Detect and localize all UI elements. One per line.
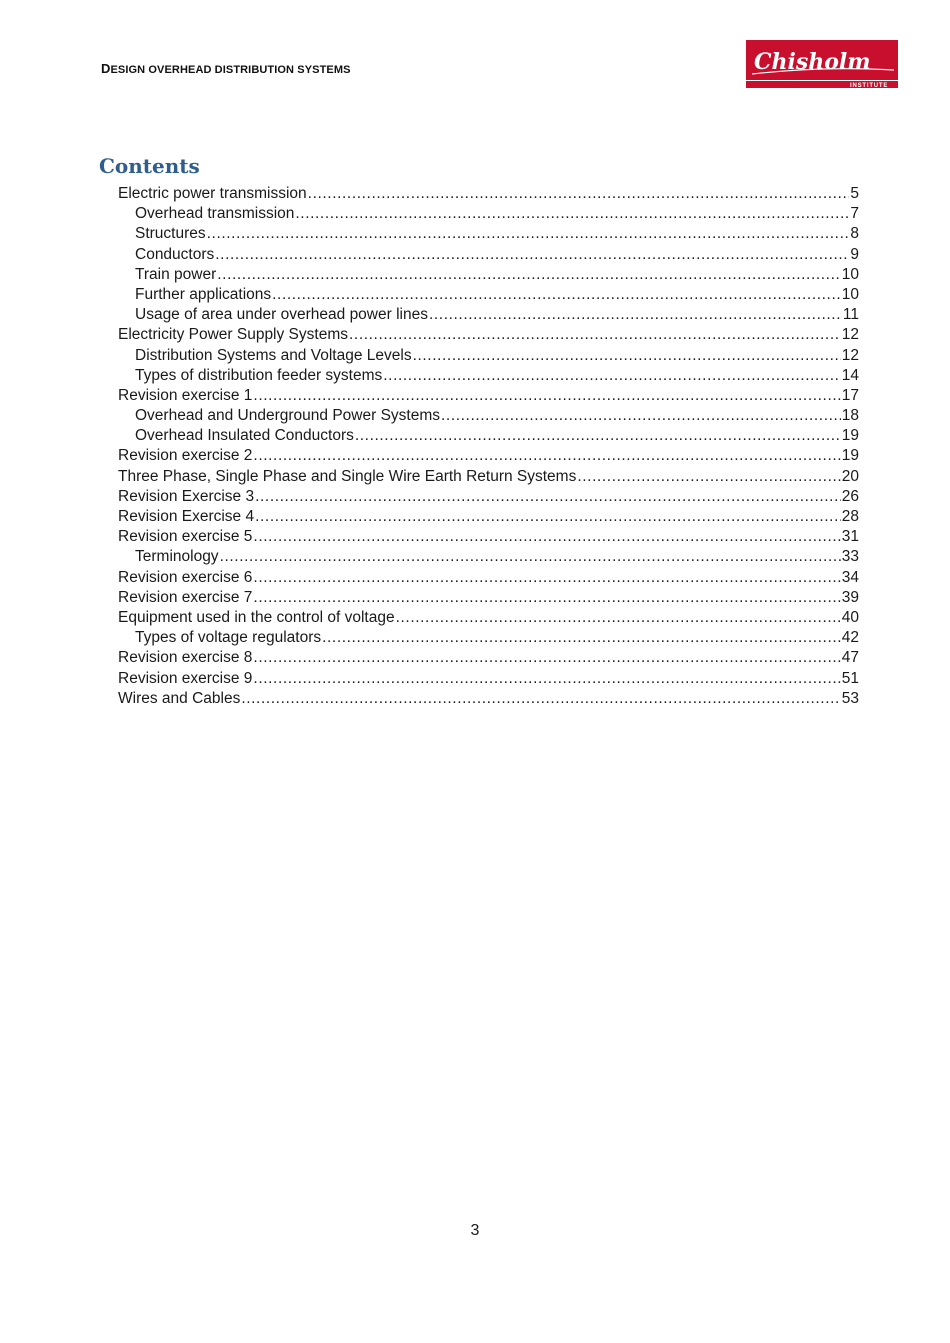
toc-entry-page: 31	[841, 528, 859, 546]
toc-entry-page: 10	[841, 285, 859, 303]
toc-entry-page: 47	[841, 649, 859, 667]
toc-entry[interactable]	[118, 346, 859, 366]
toc-entry-title: Overhead and Underground Power Systems	[135, 407, 440, 425]
toc-entry-title: Revision Exercise 3	[118, 487, 255, 505]
toc-leader-dots	[241, 689, 840, 709]
toc-entry[interactable]	[118, 669, 859, 689]
toc-leader-dots	[308, 184, 850, 204]
toc-entry[interactable]	[118, 547, 859, 567]
toc-entry-page: 18	[841, 407, 859, 425]
toc-entry[interactable]	[118, 467, 859, 487]
toc-entry-title: Revision exercise 2	[118, 447, 253, 465]
toc-entry-title: Types of voltage regulators	[135, 629, 322, 647]
page-number: 3	[470, 1222, 480, 1239]
toc-entry-page: 20	[841, 467, 859, 485]
toc-leader-dots	[255, 487, 841, 507]
toc-leader-dots	[253, 648, 840, 668]
toc-entry-title: Revision exercise 8	[118, 649, 253, 667]
toc-entry-title: Overhead Insulated Conductors	[135, 427, 354, 445]
toc-entry[interactable]	[118, 446, 859, 466]
toc-leader-dots	[349, 325, 841, 345]
toc-entry-page: 40	[841, 608, 859, 626]
toc-entry[interactable]	[118, 648, 859, 668]
toc-entry[interactable]	[118, 406, 859, 426]
logo-subtext: INSTITUTE	[850, 83, 889, 88]
toc-entry-title: Conductors	[135, 245, 215, 263]
toc-entry-page: 5	[850, 185, 859, 202]
toc-leader-dots	[253, 386, 840, 406]
header-title-rest: ESIGN OVERHEAD DISTRIBUTION SYSTEMS	[110, 64, 351, 76]
toc-entry-page: 9	[850, 245, 859, 263]
toc-entry-page: 19	[841, 427, 859, 445]
toc-entry[interactable]	[118, 184, 859, 204]
toc-entry-page: 53	[841, 689, 859, 707]
toc-entry-page: 34	[841, 568, 859, 586]
toc-entry-page: 33	[841, 548, 859, 566]
toc-leader-dots	[253, 568, 840, 588]
toc-entry[interactable]	[118, 568, 859, 588]
toc-entry[interactable]	[118, 527, 859, 547]
toc-leader-dots	[207, 224, 850, 244]
toc-entry-title: Overhead transmission	[135, 205, 295, 223]
toc-entry-page: 17	[841, 386, 859, 404]
toc-entry[interactable]	[118, 366, 859, 386]
toc-entry-title: Types of distribution feeder systems	[135, 366, 383, 384]
toc-entry[interactable]	[118, 325, 859, 345]
toc-heading: Contents	[99, 154, 200, 178]
toc-entry-page: 11	[842, 306, 859, 324]
toc-entry[interactable]	[118, 487, 859, 507]
toc-entry-title: Three Phase, Single Phase and Single Wire Earth Return Systems	[118, 467, 577, 485]
toc-entry[interactable]	[118, 305, 859, 325]
toc-leader-dots	[396, 608, 841, 628]
toc-entry-title: Wires and Cables	[118, 689, 241, 707]
logo-wordmark: Chisholm	[754, 49, 871, 75]
toc-entry-page: 19	[841, 447, 859, 465]
toc-entry[interactable]	[118, 204, 859, 224]
toc-entry[interactable]	[118, 507, 859, 527]
toc-leader-dots	[413, 346, 841, 366]
toc-entry-page: 28	[841, 508, 859, 525]
toc-entry-title: Train power	[135, 265, 217, 283]
toc-leader-dots	[429, 305, 842, 325]
toc-entry-page: 42	[841, 629, 859, 647]
toc-entry[interactable]	[118, 588, 859, 608]
toc-entry-page: 26	[841, 487, 859, 505]
toc-entry-page: 12	[841, 346, 859, 364]
toc-leader-dots	[272, 285, 841, 305]
toc-leader-dots	[255, 507, 841, 527]
toc-entry[interactable]	[118, 426, 859, 446]
toc-entry-page: 8	[850, 225, 859, 243]
toc-leader-dots	[220, 547, 841, 567]
toc-entry-title: Revision exercise 1	[118, 386, 253, 404]
toc-entry-title: Revision exercise 9	[118, 669, 253, 687]
toc-entry-title: Structures	[135, 225, 206, 243]
chisholm-logo	[746, 40, 898, 88]
toc-entry-page: 12	[841, 326, 859, 344]
toc-leader-dots	[441, 406, 841, 426]
toc-entry-title: Usage of area under overhead power lines	[135, 306, 428, 324]
toc-entry-title: Electricity Power Supply Systems	[118, 326, 348, 344]
toc-leader-dots	[355, 426, 841, 446]
toc-leader-dots	[217, 265, 840, 285]
toc-leader-dots	[253, 527, 840, 547]
table-of-contents	[118, 184, 859, 709]
toc-leader-dots	[295, 204, 849, 224]
toc-leader-dots	[577, 467, 840, 487]
toc-entry[interactable]	[118, 608, 859, 628]
document-header-title	[101, 61, 351, 76]
toc-entry[interactable]	[118, 689, 859, 709]
toc-entry-title: Electric power transmission	[118, 185, 307, 202]
toc-entry-title: Further applications	[135, 285, 272, 303]
toc-entry-title: Revision exercise 5	[118, 528, 253, 546]
toc-entry[interactable]	[118, 285, 859, 305]
toc-entry-title: Terminology	[135, 548, 219, 566]
toc-entry[interactable]	[118, 265, 859, 285]
toc-leader-dots	[215, 245, 849, 265]
toc-entry-title: Revision exercise 6	[118, 568, 253, 586]
toc-entry-title: Distribution Systems and Voltage Levels	[135, 346, 412, 364]
toc-leader-dots	[322, 628, 841, 648]
toc-entry-page: 7	[850, 205, 859, 223]
header-title-initial: D	[101, 61, 111, 76]
toc-entry[interactable]	[118, 245, 859, 265]
toc-entry-page: 14	[841, 366, 859, 384]
toc-entry[interactable]	[118, 386, 859, 406]
toc-entry-page: 51	[841, 669, 859, 687]
toc-entry-title: Revision Exercise 4	[118, 508, 255, 525]
toc-leader-dots	[253, 446, 840, 466]
toc-entry[interactable]	[118, 224, 859, 244]
toc-leader-dots	[253, 669, 840, 689]
toc-entry-page: 10	[841, 265, 859, 283]
toc-entry-title: Revision exercise 7	[118, 588, 253, 606]
toc-leader-dots	[383, 366, 840, 386]
toc-entry-title: Equipment used in the control of voltage	[118, 608, 395, 626]
toc-entry-page: 39	[841, 588, 859, 606]
toc-leader-dots	[253, 588, 840, 608]
toc-entry[interactable]	[118, 628, 859, 648]
